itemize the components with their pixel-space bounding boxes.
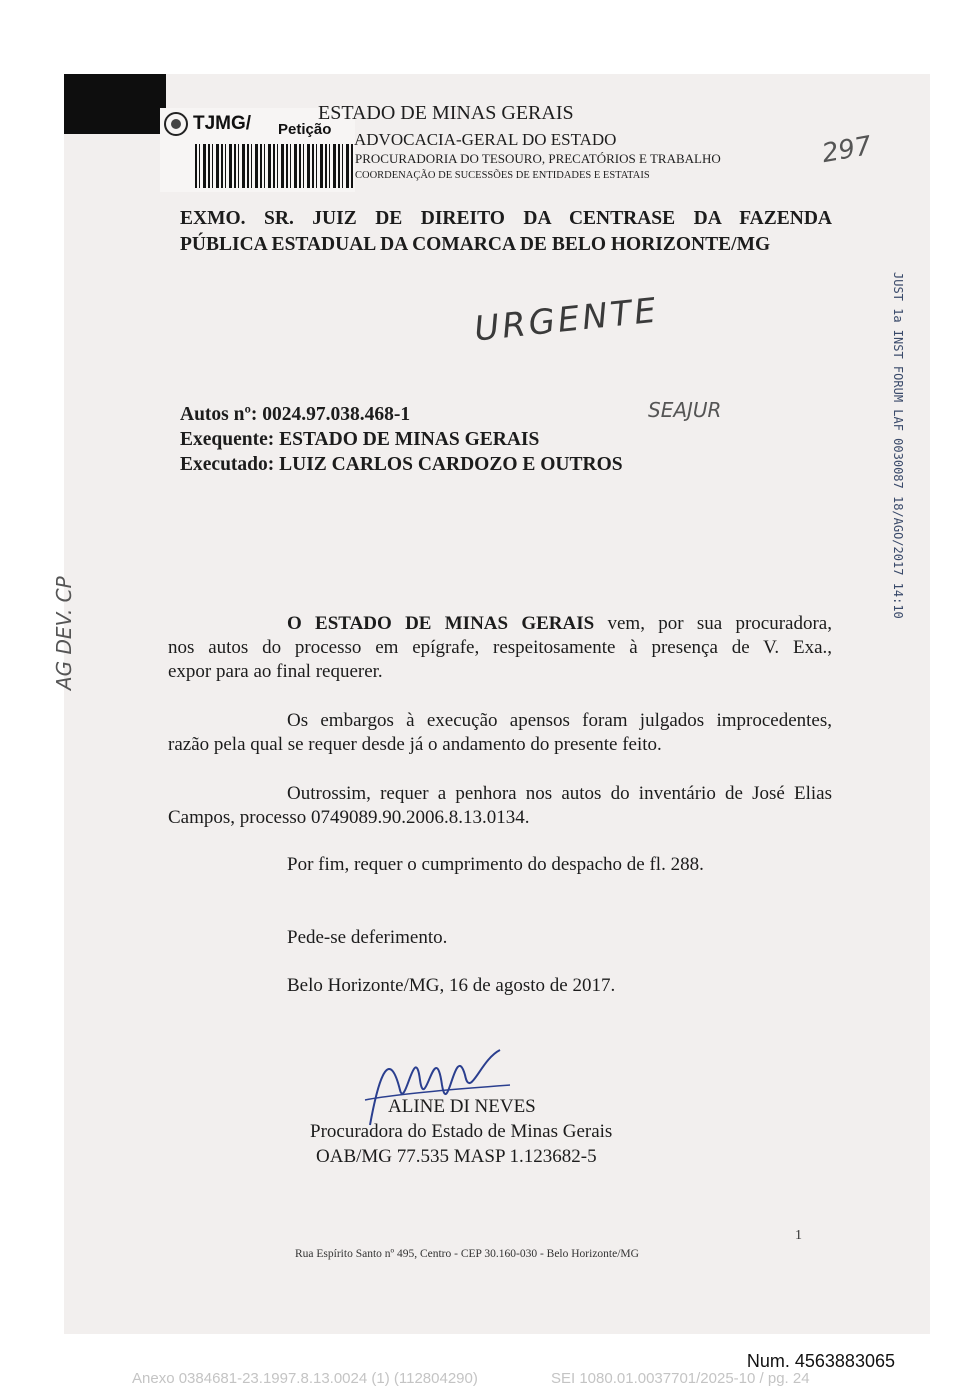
paragraph-1: O ESTADO DE MINAS GERAIS vem, por sua procuradora, nos autos do processo em epígrafe, respeitosamente à presença de V. Exa., expor para ao final requerer. [168,613,832,682]
scan-black-mark [64,74,166,134]
handwritten-seajur: SEAJUR [648,398,722,422]
party-name: O ESTADO DE MINAS GERAIS [287,613,595,634]
handwritten-urgente: URGENTE [472,290,661,350]
signer-ids: OAB/MG 77.535 MASP 1.123682-5 [316,1146,597,1167]
paragraph-2: Os embargos à execução apensos foram julgados improcedentes, razão pela qual se requer desde já o andamento do presente feito. [168,710,832,755]
addressee [180,206,832,258]
closing: Pede-se deferimento. [287,927,448,948]
case-autos: Autos nº: 0024.97.038.468-1 [180,404,411,425]
signer-role: Procuradora do Estado de Minas Gerais [310,1121,613,1142]
annex-reference: Anexo 0384681-23.1997.8.13.0024 (1) (112804290) [132,1370,478,1387]
case-info [180,402,623,477]
header-department: PROCURADORIA DO TESOURO, PRECATÓRIOS E TRABALHO [355,151,721,166]
document-number: Num. 4563883065 [746,1351,895,1371]
stamp-court: TJMG/ [193,113,252,134]
tjmg-seal-icon [164,112,188,136]
addressee-line-1: EXMO. SR. JUIZ DE DIREITO DA CENTRASE DA FAZENDA [180,208,832,229]
header-coordination: COORDENAÇÃO DE SUCESSÕES DE ENTIDADES E ESTATAIS [355,170,650,181]
signer-name: ALINE DI NEVES [388,1096,536,1117]
place-date: Belo Horizonte/MG, 16 de agosto de 2017. [287,975,616,996]
filing-stamp: JUST 1a INST FORUM LAF 0030087 18/AGO/2017 14:10 [891,272,905,619]
page-number: 1 [795,1228,802,1243]
handwritten-page-ref: 297 [819,130,874,170]
stamp-type: Petição [278,121,332,138]
case-exequente: Exequente: ESTADO DE MINAS GERAIS [180,429,540,450]
header-state: ESTADO DE MINAS GERAIS [318,102,574,124]
paragraph-4: Por fim, requer o cumprimento do despacho de fl. 288. [287,854,704,875]
footer-address: Rua Espírito Santo nº 495, Centro - CEP 30.160-030 - Belo Horizonte/MG [295,1248,639,1260]
document-page [64,74,930,1334]
sei-reference: SEI 1080.01.0037701/2025-10 / pg. 24 [551,1370,810,1387]
handwritten-side-note: AG DEV. CP [52,576,76,690]
addressee-line-2: PÚBLICA ESTADUAL DA COMARCA DE BELO HORIZONTE/MG [180,234,771,255]
barcode [195,144,353,188]
header-agency: ADVOCACIA-GERAL DO ESTADO [354,130,617,149]
paragraph-3: Outrossim, requer a penhora nos autos do inventário de José Elias Campos, processo 0749089.90.2006.8.13.0134. [168,783,832,828]
case-executado: Executado: LUIZ CARLOS CARDOZO E OUTROS [180,454,623,475]
